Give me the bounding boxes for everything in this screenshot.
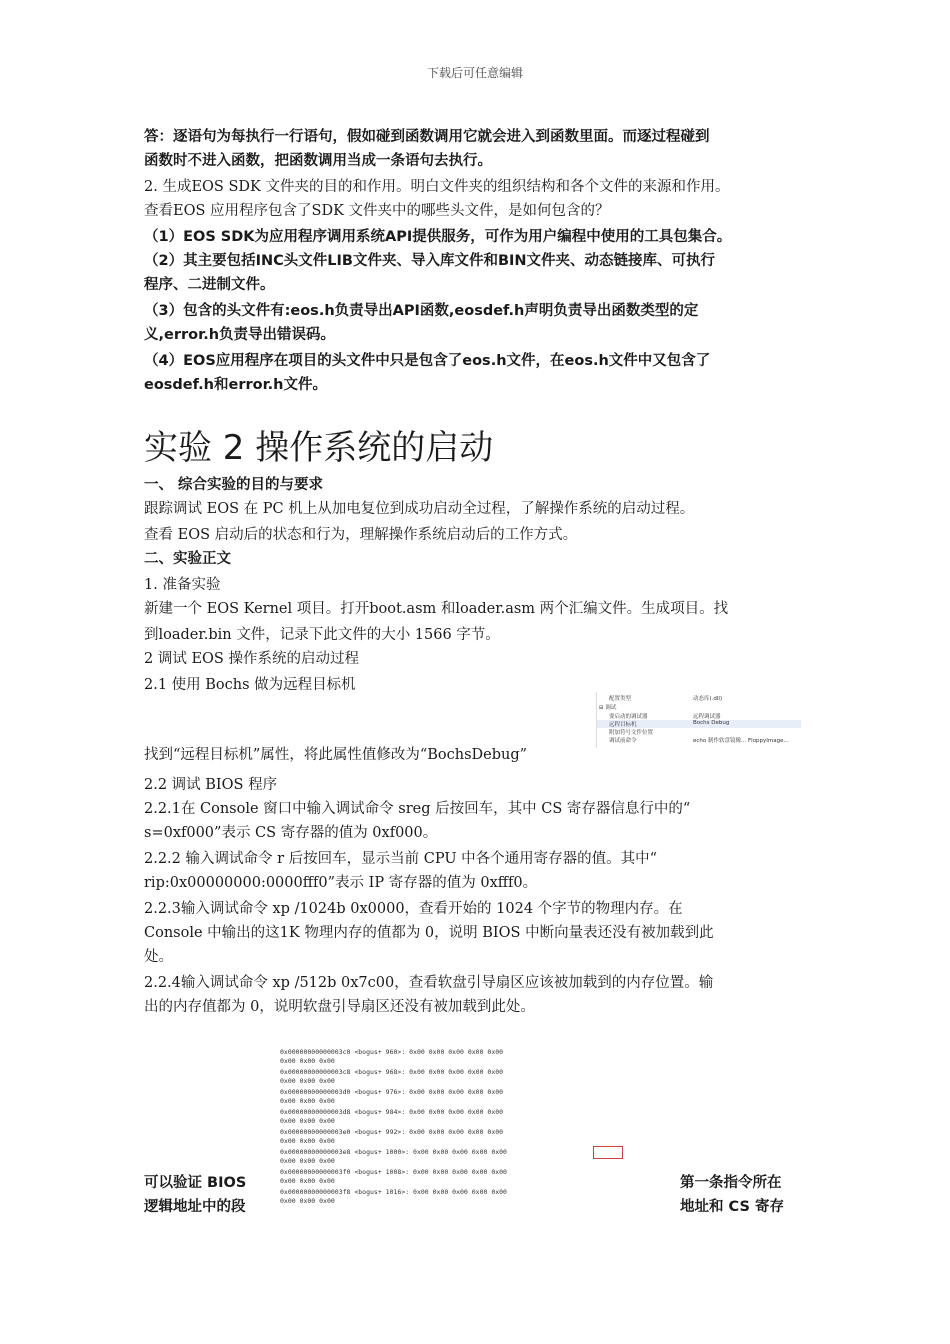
heading-body: 二、实验正文 <box>144 551 231 567</box>
dump-row: 0x00000000000003d8 <bogus+ 984>: 0x00 0x00 0x00 0x00 0x00 <box>280 1108 504 1116</box>
dump-row: 0x00 0x00 0x00 <box>280 1157 335 1165</box>
prop-key: 远程目标机 <box>609 722 637 728</box>
step-1: 1. 准备实验 <box>144 577 221 593</box>
answer-item-3-line-2: 义,error.h负责导出错误码。 <box>144 327 336 343</box>
step-1-text-line-1: 新建一个 EOS Kernel 项目。打开boot.asm 和loader.asm 两个汇编文件。生成项目。找 <box>144 601 729 617</box>
answer-item-4-line-2: eosdef.h和error.h文件。 <box>144 377 327 393</box>
dump-row: 0x00000000000003e0 <bogus+ 992>: 0x00 0x00 0x00 0x00 0x00 <box>280 1128 504 1136</box>
step-2-2-2-line-1: 2.2.2 输入调试命令 r 后按回车，显示当前 CPU 中各个通用寄存器的值。其中“ <box>144 851 658 867</box>
prop-row <box>597 703 801 711</box>
step-2-2: 2.2 调试 BIOS 程序 <box>144 777 278 793</box>
prop-row <box>597 712 801 720</box>
prop-key: 附加符号文件位置 <box>609 730 654 736</box>
step-2: 2 调试 EOS 操作系统的启动过程 <box>144 651 359 667</box>
answer-item-2-line-1: （2）其主要包括INC头文件LIB文件夹、导入库文件和BIN文件夹、动态链接库、可执行 <box>144 253 716 269</box>
step-2-2-4-line-1: 2.2.4输入调试命令 xp /512b 0x7c00，查看软盘引导扇区应该被加载到的内存位置。输 <box>144 975 714 991</box>
prop-value: 远程调试器 <box>693 714 721 720</box>
goals-line-2: 查看 EOS 启动后的状态和行为，理解操作系统启动后的工作方式。 <box>144 527 578 543</box>
dump-row: 0x00 0x00 0x00 <box>280 1057 335 1065</box>
step-2-2-3-line-1: 2.2.3输入调试命令 xp /1024b 0x0000，查看开始的 1024 个字节的物理内存。在 <box>144 901 683 917</box>
dump-row: 0x00000000000003e8 <bogus+ 1000>: 0x00 0x00 0x00 0x00 0x00 <box>280 1148 507 1156</box>
answer-line-1: 答：逐语句为每执行一行语句，假如碰到函数调用它就会进入到函数里面。而逐过程碰到 <box>144 129 710 145</box>
dump-row: 0x00 0x00 0x00 <box>280 1117 335 1125</box>
prop-key: 配置类型 <box>609 696 632 702</box>
answer-item-4-line-1: （4）EOS应用程序在项目的头文件中只是包含了eos.h文件，在eos.h文件中又包含了 <box>144 353 711 369</box>
dump-row: 0x00000000000003f0 <bogus+ 1008>: 0x00 0x00 0x00 0x00 0x00 <box>280 1168 507 1176</box>
prop-key: 要启动的调试器 <box>609 714 648 720</box>
answer-item-3-line-1: （3）包含的头文件有:eos.h负责导出API函数,eosdef.h声明负责导出函数类型的定 <box>144 303 699 319</box>
prop-row <box>597 694 801 702</box>
section-title: 实验 2 操作系统的启动 <box>144 428 494 468</box>
dump-row: 0x00000000000003c0 <bogus+ 960>: 0x00 0x00 0x00 0x00 0x00 <box>280 1048 504 1056</box>
step-2-2-2-line-2: rip:0x00000000:0000fff0”表示 IP 寄存器的值为 0xfff0。 <box>144 875 538 891</box>
prop-value: 动态库(.dll) <box>693 696 723 702</box>
footer-left-line-2: 逻辑地址中的段 <box>144 1199 246 1215</box>
dump-row: 0x00 0x00 0x00 <box>280 1077 335 1085</box>
answer-item-1: （1）EOS SDK为应用程序调用系统API提供服务，可作为用户编程中使用的工具包集合。 <box>144 229 732 245</box>
page-header: 下载后可任意编辑 <box>426 66 523 80</box>
step-2-2-1-line-2: s=0xf000”表示 CS 寄存器的值为 0xf000。 <box>144 825 438 841</box>
dump-row: 0x00 0x00 0x00 <box>280 1197 335 1205</box>
prop-row-selected <box>597 720 801 728</box>
step-2-2-3-line-3: 处。 <box>144 949 173 965</box>
heading-goals: 一、 综合实验的目的与要求 <box>144 477 324 493</box>
dump-row: 0x00000000000003f8 <bogus+ 1016>: 0x00 0x00 0x00 0x00 0x00 <box>280 1188 507 1196</box>
answer-line-2: 函数时不进入函数，把函数调用当成一条语句去执行。 <box>144 153 492 169</box>
footer-left-line-1: 可以验证 BIOS <box>144 1175 247 1191</box>
prop-row <box>597 736 801 744</box>
step-2-2-3-line-2: Console 中输出的这1K 物理内存的值都为 0，说明 BIOS 中断向量表还没有被加载到此 <box>144 925 714 941</box>
prop-value: echo 制作软盘镜像... FloppyImage... <box>693 738 789 744</box>
goals-line-1: 跟踪调试 EOS 在 PC 机上从加电复位到成功启动全过程，了解操作系统的启动过程。 <box>144 501 695 517</box>
console-memory-dump <box>280 1044 666 1212</box>
footer-right-line-1: 第一条指令所在 <box>680 1175 782 1191</box>
step-1-text-line-2: 到loader.bin 文件，记录下此文件的大小 1566 字节。 <box>144 627 500 643</box>
step-2-1: 2.1 使用 Bochs 做为远程目标机 <box>144 677 356 693</box>
prop-key: ⊟ 调试 <box>599 705 617 711</box>
property-grid-screenshot <box>596 692 801 748</box>
dump-row: 0x00000000000003c8 <bogus+ 968>: 0x00 0x00 0x00 0x00 0x00 <box>280 1068 504 1076</box>
prop-key: 调试前命令 <box>609 738 637 744</box>
answer-item-2-line-2: 程序、二进制文件。 <box>144 277 275 293</box>
prop-value: Bochs Debug <box>693 720 730 726</box>
footer-right-line-2: 地址和 CS 寄存 <box>680 1199 784 1215</box>
dump-row: 0x00 0x00 0x00 <box>280 1097 335 1105</box>
prop-row <box>597 728 801 736</box>
dump-row: 0x00 0x00 0x00 <box>280 1177 335 1185</box>
question-2-line-1: 2. 生成EOS SDK 文件夹的目的和作用。明白文件夹的组织结构和各个文件的来源和作用。 <box>144 179 730 195</box>
step-2-2-4-line-2: 出的内存值都为 0，说明软盘引导扇区还没有被加载到此处。 <box>144 999 535 1015</box>
dump-row: 0x00000000000003d0 <bogus+ 976>: 0x00 0x00 0x00 0x00 0x00 <box>280 1088 504 1096</box>
highlight-box <box>593 1146 623 1159</box>
step-2-2-1-line-1: 2.2.1在 Console 窗口中输入调试命令 sreg 后按回车，其中 CS 寄存器信息行中的“ <box>144 801 691 817</box>
question-2-line-2: 查看EOS 应用程序包含了SDK 文件夹中的哪些头文件，是如何包含的？ <box>144 203 610 219</box>
dump-row: 0x00 0x00 0x00 <box>280 1137 335 1145</box>
step-2-1-text: 找到“远程目标机”属性，将此属性值修改为“BochsDebug” <box>144 747 528 763</box>
